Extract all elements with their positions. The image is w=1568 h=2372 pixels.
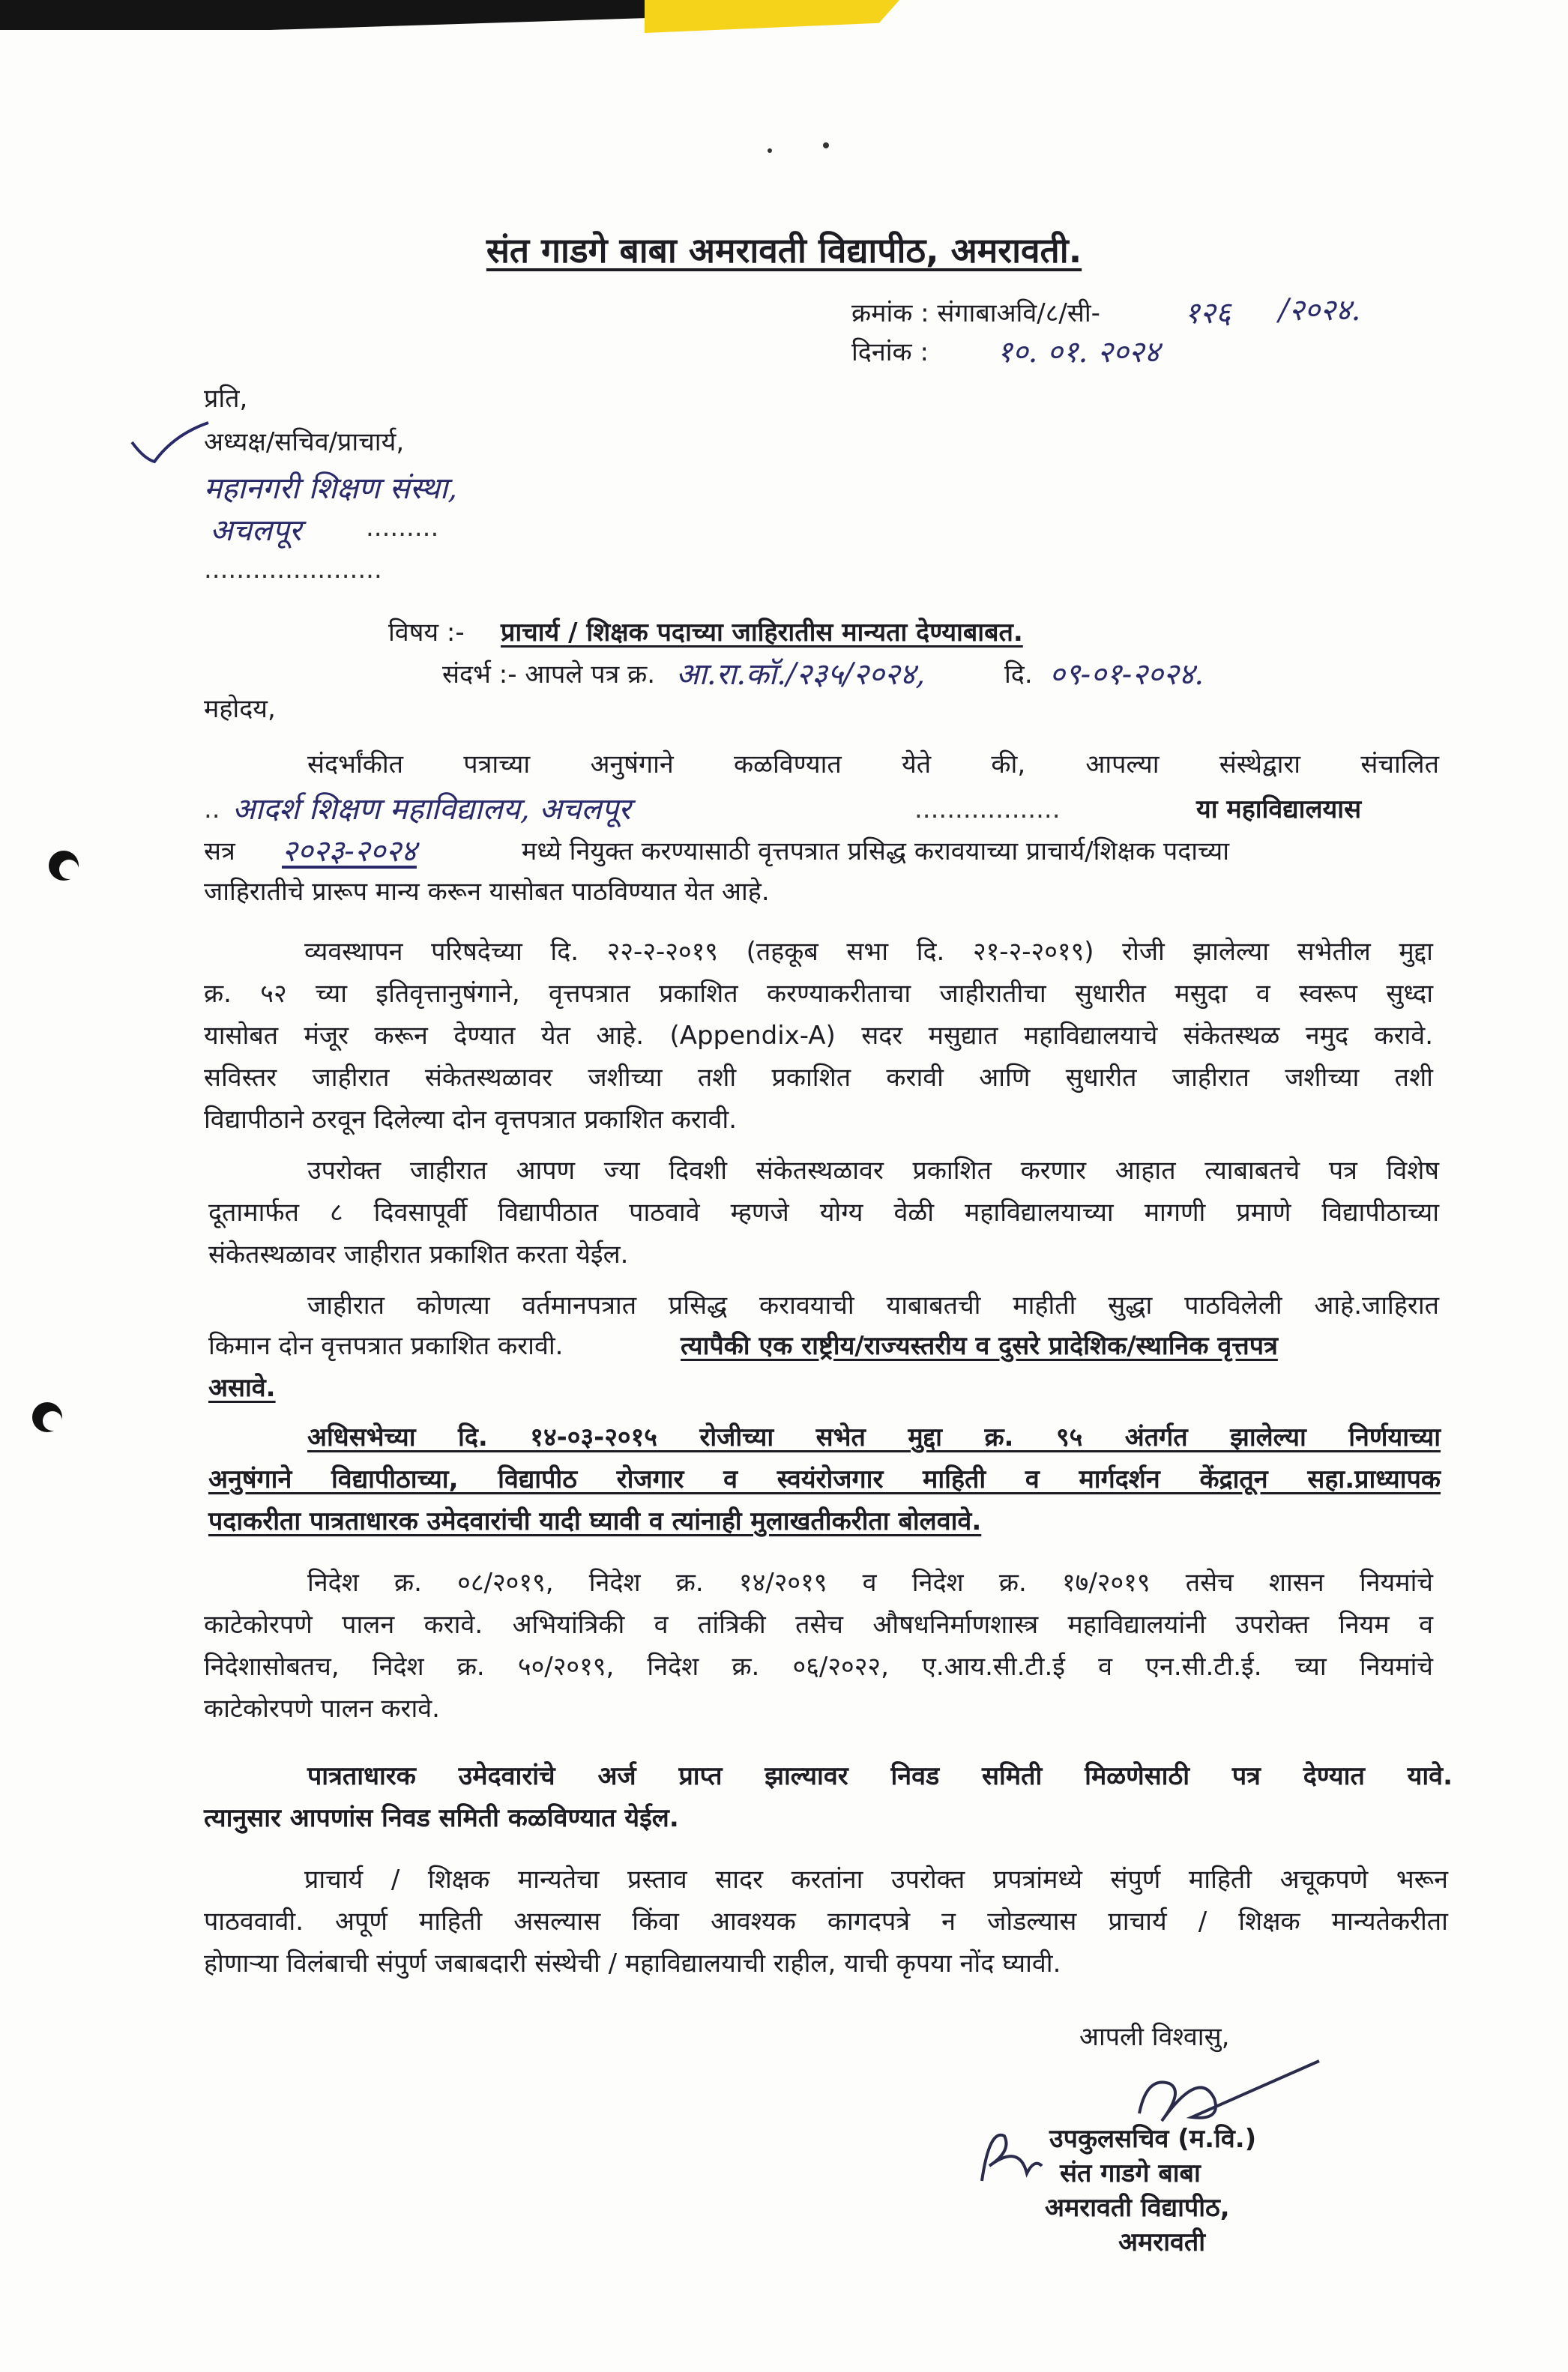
para4-line3-bold: असावे. bbox=[208, 1373, 276, 1403]
reference-date-label: दि. bbox=[1004, 660, 1033, 689]
signatory-uni-line3: अमरावती bbox=[1118, 2227, 1206, 2257]
addressee-city-hand: अचलपूर bbox=[210, 513, 302, 548]
para1-line1: संदर्भांकीत पत्राच्या अनुषंगाने कळविण्यात येते की, आपल्या संस्थेद्वारा संचालित bbox=[307, 749, 1439, 779]
para7-line: पात्रताधारक उमेदवारांचे अर्ज प्राप्त झाल्यावर निवड समिती मिळणेसाठी पत्र देण्यात यावे. bbox=[307, 1761, 1453, 1791]
signatory-designation: उपकुलसचिव (म.वि.) bbox=[1049, 2124, 1257, 2154]
para1-college-hand: आदर्श शिक्षण महाविद्यालय, अचलपूर bbox=[232, 792, 631, 827]
speck bbox=[768, 148, 772, 153]
subject-text: प्राचार्य / शिक्षक पदाच्या जाहिरातीस मान्यता देण्याबाबत. bbox=[501, 618, 1023, 648]
para2-line: व्यवस्थापन परिषदेच्या दि. २२-२-२०१९ (तहकूब सभा दि. २१-२-२०१९) रोजी झालेल्या सभेतील मुद्दा bbox=[304, 937, 1433, 967]
para6-line: काटेकोरपणे पालन करावे. अभियांत्रिकी व तांत्रिकी तसेच औषधनिर्माणशास्त्र महाविद्यालयांनी उपरोक्त नियम व bbox=[204, 1610, 1433, 1640]
para1-line4: जाहिरातीचे प्रारूप मान्य करून यासोबत पाठविण्यात येत आहे. bbox=[204, 877, 770, 907]
reference-date-hand: ०९-०१-२०२४. bbox=[1049, 657, 1204, 692]
para5-line: अनुषंगाने विद्यापीठाच्या, विद्यापीठ रोजगार व स्वयंरोजगार माहिती व मार्गदर्शन केंद्रातून सहा.प्राध्यापक bbox=[208, 1464, 1441, 1494]
ref-number-label: क्रमांक : संगाबाअवि/८/सी- bbox=[851, 298, 1100, 328]
para2-line: यासोबत मंजूर करून देण्यात येत आहे. (Appendix-A) सदर मसुद्यात महाविद्यालयाचे संकेतस्थळ नमुद करावे. bbox=[204, 1021, 1433, 1051]
para1-session-hand: २०२३-२०२४ bbox=[282, 834, 417, 869]
initials-icon bbox=[967, 2121, 1049, 2188]
para6-line: काटेकोरपणे पालन करावे. bbox=[204, 1694, 440, 1724]
para1-session-label: सत्र bbox=[204, 836, 235, 866]
para1-line3-tail: मध्ये नियुक्त करण्यासाठी वृत्तपत्रात प्रसिद्ध करावयाच्या प्राचार्य/शिक्षक पदाच्या bbox=[522, 836, 1230, 866]
reference-label: संदर्भ :- आपले पत्र क्र. bbox=[442, 660, 656, 689]
signatory-block bbox=[1045, 2122, 1257, 2260]
reference-number-hand: आ.रा.कॉ./२३५/२०२४, bbox=[676, 657, 926, 692]
addressee-institution-hand: महानगरी शिक्षण संस्था, bbox=[204, 471, 457, 506]
para1-college-dots-left: .. bbox=[204, 794, 220, 824]
scan-edge-yellow bbox=[645, 0, 899, 33]
speck bbox=[823, 142, 829, 148]
closing-yours: आपली विश्वासु, bbox=[1079, 2022, 1230, 2052]
addressee-prati: प्रति, bbox=[204, 384, 248, 414]
para3-line: संकेतस्थळावर जाहीरात प्रकाशित करता येईल. bbox=[208, 1240, 629, 1270]
para5-line: अधिसभेच्या दि. १४-०३-२०१५ रोजीच्या सभेत मुद्दा क्र. ९५ अंतर्गत झालेल्या निर्णयाच्या bbox=[307, 1422, 1441, 1452]
addressee-designation: अध्यक्ष/सचिव/प्राचार्य, bbox=[204, 427, 405, 457]
para4-line2-bold: त्यापैकी एक राष्ट्रीय/राज्यस्तरीय व दुसरे प्रादेशिक/स्थानिक वृत्तपत्र bbox=[681, 1331, 1278, 1361]
university-title: संत गाडगे बाबा अमरावती विद्यापीठ, अमरावती. bbox=[486, 230, 1082, 271]
salutation: महोदय, bbox=[204, 694, 276, 724]
para1-line2-tail: या महाविद्यालयास bbox=[1196, 794, 1362, 824]
para6-line: निदेशासोबतच, निदेश क्र. ५०/२०१९, निदेश क्र. ०६/२०२२, ए.आय.सी.टी.ई व एन.सी.टी.ई. च्या नियमांचे bbox=[204, 1652, 1433, 1682]
ref-number-hand: १२६ bbox=[1184, 296, 1231, 331]
para3-line: दूतामार्फत ८ दिवसापूर्वी विद्यापीठात पाठवावे म्हणजे योग्य वेळी महाविद्यालयाच्या मागणी प्रमाणे विद्यापीठाच्या bbox=[208, 1198, 1439, 1228]
addressee-city-dots: ......... bbox=[366, 513, 439, 543]
date-label: दिनांक : bbox=[851, 337, 929, 367]
signatory-uni-line2: अमरावती विद्यापीठ, bbox=[1045, 2192, 1230, 2223]
punch-hole-icon bbox=[46, 848, 81, 883]
subject-label: विषय :- bbox=[388, 618, 465, 648]
signatory-uni-line1: संत गाडगे बाबा bbox=[1060, 2158, 1201, 2188]
para8-line: प्राचार्य / शिक्षक मान्यतेचा प्रस्ताव सादर करतांना उपरोक्त प्रपत्रांमध्ये संपुर्ण माहिती अचूकपणे भरून bbox=[304, 1865, 1448, 1895]
para3-line: उपरोक्त जाहीरात आपण ज्या दिवशी संकेतस्थळावर प्रकाशित करणार आहात त्याबाबतचे पत्र विशेष bbox=[307, 1156, 1439, 1186]
tick-mark-icon bbox=[129, 420, 211, 465]
punch-hole-icon bbox=[30, 1400, 64, 1434]
para2-line: विद्यापीठाने ठरवून दिलेल्या दोन वृत्तपत्रात प्रकाशित करावी. bbox=[204, 1105, 738, 1135]
para8-line: पाठववावी. अपूर्ण माहिती असल्यास किंवा आवश्यक कागदपत्रे न जोडल्यास प्राचार्य / शिक्षक मान्यतेकरीता bbox=[204, 1907, 1448, 1937]
para1-college-dots-right: .................. bbox=[914, 794, 1061, 824]
para7-line: त्यानुसार आपणांस निवड समिती कळविण्यात येईल. bbox=[204, 1803, 679, 1833]
para5-line: पदाकरीता पात्रताधारक उमेदवारांची यादी घ्यावी व त्यांनाही मुलाखतीकरीता बोलवावे. bbox=[208, 1506, 982, 1536]
para2-line: सविस्तर जाहीरात संकेतस्थळावर जशीच्या तशी प्रकाशित करावी आणि सुधारीत जाहीरात जशीच्या तशी bbox=[204, 1063, 1433, 1093]
para2-line: क्र. ५२ च्या इतिवृत्तानुषंगाने, वृत्तपत्रात प्रकाशित करण्याकरीताचा जाहीरातीचा सुधारीत मसुदा व स्वरूप सुध्दा bbox=[204, 979, 1433, 1009]
scan-edge-dark bbox=[0, 0, 675, 30]
para8-line: होणाऱ्या विलंबाची संपुर्ण जबाबदारी संस्थेची / महाविद्यालयाची राहील, याची कृपया नोंद घ्यावी. bbox=[204, 1949, 1061, 1979]
date-hand: १०. ०१. २०२४ bbox=[997, 335, 1160, 369]
para6-line: निदेश क्र. ०८/२०१९, निदेश क्र. १४/२०१९ व निदेश क्र. १७/२०१९ तसेच शासन नियमांचे bbox=[307, 1568, 1433, 1598]
ref-year-hand: /२०२४. bbox=[1279, 293, 1361, 328]
para4-line1: जाहीरात कोणत्या वर्तमानपत्रात प्रसिद्ध करावयाची याबाबतची माहीती सुद्धा पाठविलेली आहे.जाहिरात bbox=[307, 1291, 1439, 1321]
addressee-blank-line: ...................... bbox=[204, 555, 382, 585]
para4-line2-normal: किमान दोन वृत्तपत्रात प्रकाशित करावी. bbox=[208, 1331, 564, 1361]
